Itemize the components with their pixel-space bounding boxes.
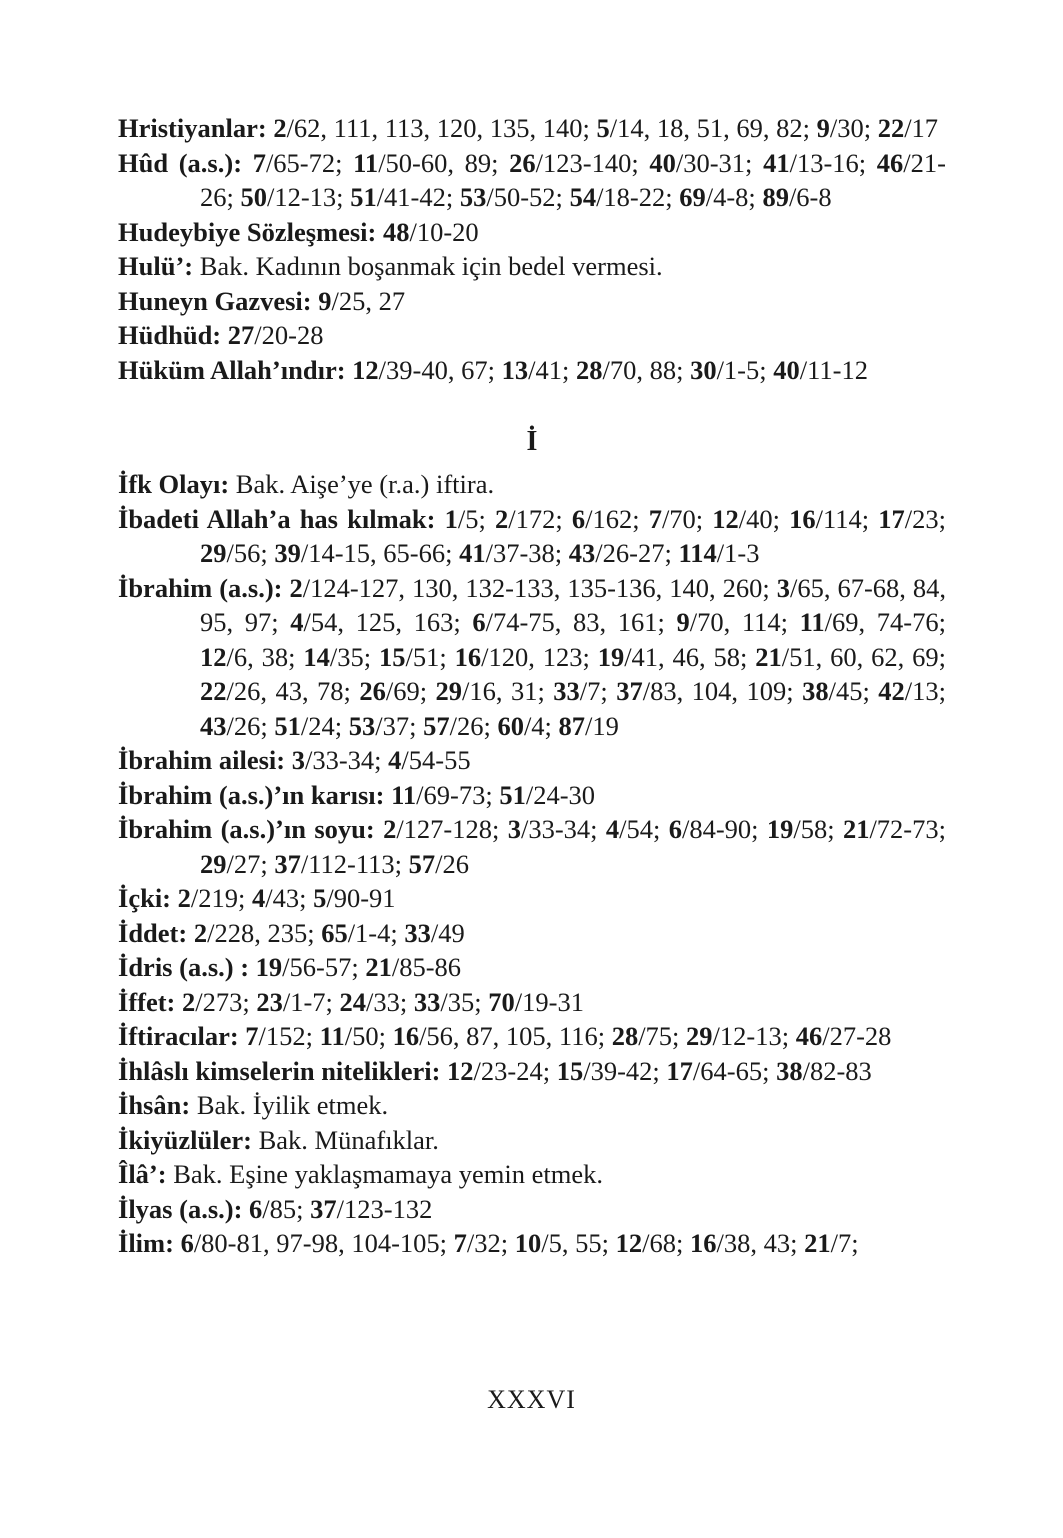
verse-range: /228, 235; xyxy=(207,917,322,948)
surah-number: 19 xyxy=(255,952,283,982)
verse-range: /5, 55; xyxy=(541,1228,616,1258)
index-entry xyxy=(118,743,946,778)
verse-range: /19-31 xyxy=(514,986,584,1017)
surah-number: 3 xyxy=(507,814,521,844)
surah-number: 53 xyxy=(459,182,487,212)
surah-number: 19 xyxy=(597,641,625,672)
verse-range: /64-65; xyxy=(692,1055,777,1086)
surah-number: 5 xyxy=(596,113,610,143)
surah-number: 7 xyxy=(245,1021,259,1051)
surah-number: 4 xyxy=(388,745,402,775)
entry-term: Hüküm Allah’ındır: xyxy=(118,354,346,385)
surah-number: 46 xyxy=(795,1021,823,1051)
surah-number: 16 xyxy=(789,503,816,534)
surah-number: 9 xyxy=(318,285,332,316)
verse-range: /41, 46, 58; xyxy=(624,641,756,672)
surah-number: 11 xyxy=(353,147,379,178)
index-entry xyxy=(118,467,946,502)
verse-range: /26 xyxy=(435,848,469,879)
surah-number: 6 xyxy=(472,607,486,637)
surah-number: 6 xyxy=(668,814,682,844)
verse-range: /1-5; xyxy=(716,354,774,385)
verse-range: /12-13; xyxy=(267,182,351,212)
verse-range: /13; xyxy=(904,676,946,706)
surah-number: 54 xyxy=(569,182,597,212)
verse-range: /65-72; xyxy=(265,147,354,178)
verse-range: /23; xyxy=(904,503,947,534)
surah-number: 51 xyxy=(274,710,301,741)
surah-number: 30 xyxy=(690,354,717,385)
entry-term: İkiyüzlüler: xyxy=(118,1124,252,1155)
surah-number: 28 xyxy=(575,354,603,385)
verse-range: /68; xyxy=(642,1228,690,1258)
index-entry xyxy=(118,111,946,146)
section-h-entries xyxy=(118,111,946,387)
entry-see-also: Bak. Münafıklar. xyxy=(258,1124,439,1155)
index-content xyxy=(118,111,946,1261)
surah-number: 15 xyxy=(556,1055,584,1086)
surah-number: 29 xyxy=(200,848,227,879)
surah-number: 16 xyxy=(392,1021,420,1051)
entry-term: İlyas (a.s.): xyxy=(118,1193,243,1224)
index-entry xyxy=(118,1157,946,1192)
surah-number: 13 xyxy=(501,354,529,385)
verse-range: /50; xyxy=(344,1021,393,1051)
verse-range: /7; xyxy=(579,676,617,706)
verse-range: /82-83 xyxy=(802,1055,872,1086)
index-entry xyxy=(118,778,946,813)
index-entry xyxy=(118,1226,946,1261)
verse-range: /54-55 xyxy=(401,745,471,775)
entry-term: İbrahim ailesi: xyxy=(118,745,286,775)
surah-number: 33 xyxy=(404,917,431,948)
surah-number: 3 xyxy=(291,745,305,775)
surah-number: 11 xyxy=(319,1021,345,1051)
surah-number: 29 xyxy=(686,1021,713,1051)
surah-number: 12 xyxy=(200,641,227,672)
surah-number: 2 xyxy=(182,986,196,1017)
surah-number: 2 xyxy=(273,113,287,143)
surah-number: 6 xyxy=(180,1228,194,1258)
surah-number: 10 xyxy=(514,1228,542,1258)
verse-range: /16, 31; xyxy=(462,676,554,706)
verse-range: /14, 18, 51, 69, 82; xyxy=(609,113,817,143)
surah-number: 60 xyxy=(497,710,524,741)
entry-see-also: Bak. Aişe’ye (r.a.) iftira. xyxy=(235,469,495,499)
verse-range: /10-20 xyxy=(409,216,479,247)
surah-number: 11 xyxy=(391,779,417,810)
surah-number: 38 xyxy=(776,1055,803,1086)
verse-range: /41; xyxy=(528,354,576,385)
surah-number: 29 xyxy=(435,676,463,706)
verse-range: /70, 88; xyxy=(602,354,691,385)
surah-number: 39 xyxy=(274,538,301,568)
verse-range: /43; xyxy=(265,883,314,913)
verse-range: /69; xyxy=(385,676,436,706)
surah-number: 26 xyxy=(359,676,386,706)
entry-term: İbrahim (a.s.)’ın soyu: xyxy=(118,814,375,844)
verse-range: /11-12 xyxy=(799,354,868,385)
verse-range: /72-73; xyxy=(869,814,946,844)
entry-term: Hudeybiye Sözleşmesi: xyxy=(118,216,377,247)
verse-range: /32; xyxy=(466,1228,515,1258)
surah-number: 114 xyxy=(678,538,717,568)
index-entry xyxy=(118,950,946,985)
verse-range: /56, 87, 105, 116; xyxy=(419,1021,612,1051)
surah-number: 2 xyxy=(177,883,191,913)
verse-range: /54, 125, 163; xyxy=(303,607,473,637)
verse-range: /33-34; xyxy=(304,745,389,775)
surah-number: 15 xyxy=(378,641,406,672)
verse-range: /18-22; xyxy=(596,182,680,212)
verse-range: /49 xyxy=(430,917,465,948)
verse-range: /19 xyxy=(585,710,619,741)
entry-term: İbadeti Allah’a has kılmak: xyxy=(118,503,436,534)
surah-number: 22 xyxy=(200,676,227,706)
surah-number: 2 xyxy=(193,917,208,948)
surah-number: 57 xyxy=(423,710,450,741)
surah-number: 1 xyxy=(444,503,458,534)
verse-range: /80-81, 97-98, 104-105; xyxy=(193,1228,454,1258)
verse-range: /172; xyxy=(508,503,572,534)
surah-number: 4 xyxy=(251,883,266,913)
surah-number: 27 xyxy=(227,320,255,350)
surah-number: 53 xyxy=(348,710,376,741)
verse-range: /120, 123; xyxy=(481,641,598,672)
verse-range: /33; xyxy=(366,986,414,1017)
surah-number: 16 xyxy=(689,1228,717,1258)
surah-number: 11 xyxy=(799,607,825,637)
verse-range: /27; xyxy=(226,848,275,879)
verse-range: /23-24; xyxy=(473,1055,557,1086)
entry-term: İbrahim (a.s.): xyxy=(118,572,283,603)
entry-term: Hüdhüd: xyxy=(118,320,222,350)
verse-range: /13-16; xyxy=(789,147,877,178)
surah-number: 33 xyxy=(553,676,580,706)
surah-number: 37 xyxy=(616,676,643,706)
verse-range: /20-28 xyxy=(254,320,324,350)
verse-range: /12-13; xyxy=(712,1021,796,1051)
surah-number: 46 xyxy=(876,147,904,178)
index-entry xyxy=(118,985,946,1020)
surah-number: 29 xyxy=(200,538,227,568)
surah-number: 70 xyxy=(488,986,515,1017)
surah-number: 24 xyxy=(339,986,367,1017)
surah-number: 5 xyxy=(313,883,327,913)
surah-number: 50 xyxy=(240,182,267,212)
surah-number: 87 xyxy=(558,710,586,741)
verse-range: /40; xyxy=(738,503,790,534)
index-entry xyxy=(118,812,946,881)
surah-number: 41 xyxy=(459,538,486,568)
verse-range: /114; xyxy=(815,503,879,534)
surah-number: 4 xyxy=(290,607,304,637)
verse-range: /39-42; xyxy=(583,1055,667,1086)
surah-number: 40 xyxy=(649,147,676,178)
entry-term: İdris (a.s.) : xyxy=(118,952,250,982)
surah-number: 2 xyxy=(289,572,303,603)
surah-number: 21 xyxy=(804,1228,831,1258)
surah-number: 21 xyxy=(842,814,870,844)
verse-range: /51, 60, 62, 69; xyxy=(781,641,946,672)
entry-term: İftiracılar: xyxy=(118,1021,239,1051)
surah-number: 2 xyxy=(383,814,397,844)
index-entry xyxy=(118,916,946,951)
surah-number: 37 xyxy=(274,848,301,879)
index-entry xyxy=(118,1088,946,1123)
surah-number: 43 xyxy=(568,538,596,568)
entry-term: Huneyn Gazvesi: xyxy=(118,285,312,316)
entry-term: İffet: xyxy=(118,986,176,1017)
surah-number: 21 xyxy=(365,952,392,982)
surah-number: 22 xyxy=(877,113,905,143)
surah-number: 2 xyxy=(494,503,509,534)
entry-see-also: Bak. Eşine yaklaşmamaya yemin etmek. xyxy=(173,1159,603,1189)
verse-range: /27-28 xyxy=(822,1021,892,1051)
verse-range: /33-34; xyxy=(520,814,606,844)
surah-number: 48 xyxy=(383,216,410,247)
surah-number: 6 xyxy=(249,1193,263,1224)
verse-range: /30-31; xyxy=(675,147,764,178)
surah-number: 21 xyxy=(755,641,782,672)
verse-range: /6, 38; xyxy=(226,641,304,672)
index-entry xyxy=(118,318,946,353)
verse-range: /112-113; xyxy=(300,848,409,879)
verse-range: /69, 74-76; xyxy=(824,607,946,637)
surah-number: 12 xyxy=(712,503,739,534)
entry-term: Hristiyanlar: xyxy=(118,113,267,143)
surah-number: 40 xyxy=(773,354,800,385)
verse-range: /30; xyxy=(829,113,878,143)
verse-range: /123-140; xyxy=(535,147,650,178)
entry-see-also: Bak. İyilik etmek. xyxy=(196,1090,389,1120)
verse-range: /90-91 xyxy=(326,883,396,913)
index-entry xyxy=(118,502,946,571)
verse-range: /273; xyxy=(195,986,257,1017)
verse-range: /5; xyxy=(457,503,495,534)
verse-range: /26; xyxy=(226,710,275,741)
verse-range: /41-42; xyxy=(376,182,460,212)
surah-number: 37 xyxy=(310,1193,337,1224)
verse-range: /21-26; xyxy=(200,147,946,212)
verse-range: /17 xyxy=(904,113,939,143)
surah-number: 51 xyxy=(350,182,377,212)
verse-range: /37; xyxy=(375,710,424,741)
verse-range: /24; xyxy=(300,710,349,741)
verse-range: /1-3 xyxy=(716,538,760,568)
verse-range: /70, 114; xyxy=(689,607,800,637)
surah-number: 17 xyxy=(666,1055,693,1086)
verse-range: /84-90; xyxy=(681,814,767,844)
surah-number: 89 xyxy=(762,182,789,212)
surah-number: 69 xyxy=(679,182,706,212)
surah-number: 9 xyxy=(676,607,690,637)
surah-number: 33 xyxy=(413,986,441,1017)
verse-range: /1-7; xyxy=(282,986,340,1017)
surah-number: 9 xyxy=(816,113,830,143)
verse-range: /4; xyxy=(523,710,559,741)
section-i-entries xyxy=(118,467,946,1261)
verse-range: /7; xyxy=(830,1228,859,1258)
page-number: XXXVI xyxy=(487,1385,576,1414)
verse-range: /83, 104, 109; xyxy=(642,676,803,706)
entry-term: Hulü’: xyxy=(118,251,194,281)
surah-number: 42 xyxy=(878,676,905,706)
verse-range: /69-73; xyxy=(416,779,500,810)
verse-range: /1-4; xyxy=(347,917,405,948)
entry-term: İhlâslı kimselerin nitelikleri: xyxy=(118,1055,441,1086)
verse-range: /58; xyxy=(793,814,843,844)
verse-range: /56-57; xyxy=(282,952,366,982)
verse-range: /6-8 xyxy=(788,182,832,212)
entry-term: İhsân: xyxy=(118,1090,191,1120)
surah-number: 6 xyxy=(571,503,586,534)
index-entry xyxy=(118,571,946,744)
surah-number: 4 xyxy=(605,814,620,844)
verse-range: /123-132 xyxy=(336,1193,433,1224)
verse-range: /24-30 xyxy=(525,779,596,810)
verse-range: /127-128; xyxy=(396,814,508,844)
surah-number: 12 xyxy=(447,1055,474,1086)
verse-range: /25, 27 xyxy=(331,285,406,316)
entry-term: Hûd (a.s.): xyxy=(118,147,243,178)
surah-number: 7 xyxy=(453,1228,467,1258)
verse-range: /65, 67-68, 84, 95, 97; xyxy=(200,572,947,637)
surah-number: 28 xyxy=(611,1021,639,1051)
surah-number: 16 xyxy=(454,641,482,672)
surah-number: 7 xyxy=(648,503,662,534)
verse-range: /37-38; xyxy=(485,538,569,568)
surah-number: 12 xyxy=(352,354,379,385)
surah-number: 12 xyxy=(615,1228,643,1258)
verse-range: /70; xyxy=(661,503,713,534)
surah-number: 23 xyxy=(256,986,283,1017)
index-entry xyxy=(118,146,946,215)
verse-range: /85; xyxy=(262,1193,311,1224)
verse-range: /124-127, 130, 132-133, 135-136, 140, 260; xyxy=(302,572,777,603)
verse-range: /152; xyxy=(258,1021,320,1051)
verse-range: /162; xyxy=(585,503,649,534)
verse-range: /14-15, 65-66; xyxy=(300,538,460,568)
index-entry xyxy=(118,1054,946,1089)
verse-range: /38, 43; xyxy=(716,1228,805,1258)
verse-range: /62, 111, 113, 120, 135, 140; xyxy=(286,113,597,143)
surah-number: 43 xyxy=(200,710,227,741)
verse-range: /26; xyxy=(449,710,498,741)
surah-number: 7 xyxy=(252,147,266,178)
index-entry xyxy=(118,1123,946,1158)
surah-number: 38 xyxy=(802,676,829,706)
index-entry xyxy=(118,284,946,319)
verse-range: /51; xyxy=(405,641,455,672)
verse-range: /35; xyxy=(440,986,489,1017)
surah-number: 41 xyxy=(763,147,790,178)
surah-number: 3 xyxy=(776,572,790,603)
entry-see-also: Bak. Kadının boşanmak için bedel vermesi. xyxy=(199,251,663,281)
surah-number: 17 xyxy=(878,503,905,534)
index-entry xyxy=(118,249,946,284)
index-entry xyxy=(118,353,946,388)
index-entry xyxy=(118,881,946,916)
index-entry xyxy=(118,215,946,250)
verse-range: /219; xyxy=(190,883,252,913)
verse-range: /50-52; xyxy=(486,182,570,212)
entry-term: İfk Olayı: xyxy=(118,469,230,499)
entry-term: İddet: xyxy=(118,917,188,948)
verse-range: /45; xyxy=(828,676,879,706)
verse-range: /39-40, 67; xyxy=(378,354,502,385)
surah-number: 57 xyxy=(408,848,436,879)
verse-range: /75; xyxy=(638,1021,687,1051)
verse-range: /56; xyxy=(226,538,275,568)
surah-number: 65 xyxy=(321,917,348,948)
entry-term: İbrahim (a.s.)’ın karısı: xyxy=(118,779,385,810)
index-entry xyxy=(118,1192,946,1227)
verse-range: /50-60, 89; xyxy=(378,147,510,178)
verse-range: /35; xyxy=(329,641,379,672)
entry-term: Îlâ’: xyxy=(118,1159,167,1189)
index-entry xyxy=(118,1019,946,1054)
letter-heading: İ xyxy=(526,426,538,457)
verse-range: /74-75, 83, 161; xyxy=(485,607,677,637)
surah-number: 19 xyxy=(766,814,794,844)
verse-range: /85-86 xyxy=(391,952,462,982)
surah-number: 51 xyxy=(499,779,526,810)
verse-range: /4-8; xyxy=(705,182,763,212)
verse-range: /54; xyxy=(619,814,669,844)
entry-term: İlim: xyxy=(118,1228,174,1258)
surah-number: 14 xyxy=(303,641,330,672)
verse-range: /26, 43, 78; xyxy=(226,676,360,706)
surah-number: 26 xyxy=(509,147,536,178)
entry-term: İçki: xyxy=(118,883,171,913)
verse-range: /26-27; xyxy=(595,538,679,568)
